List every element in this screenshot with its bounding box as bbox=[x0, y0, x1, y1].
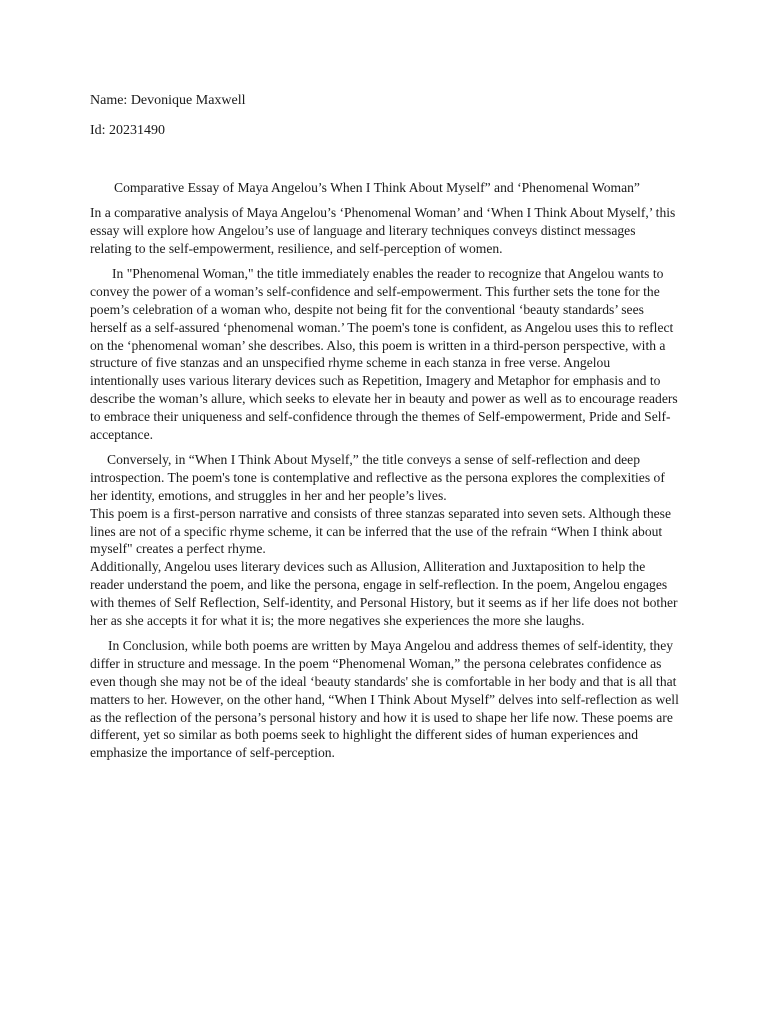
conversely-paragraph: Conversely, in “When I Think About Myself,” the title conveys a sense of self-reflection and deep introspection. The poem's tone is contemplative and reflective as the persona explores the complexities of her identity, emotions, and struggles in her and her people’s lives. bbox=[90, 452, 665, 503]
student-id: Id: 20231490 bbox=[90, 123, 166, 138]
student-name: Name: Devonique Maxwell bbox=[90, 93, 246, 108]
intro-paragraph: In a comparative analysis of Maya Angelou’s ‘Phenomenal Woman’ and ‘When I Think About Myself,’ this essay will explore how Angelou’s use of language and literary techniques conveys distinct messages relating to the self-empowerment, resilience, and self-perception of women. bbox=[90, 205, 676, 256]
phenomenal-woman-paragraph: In "Phenomenal Woman," the title immediately enables the reader to recognize that Angelou wants to convey the power of a woman’s self-confidence and self-empowerment. This further sets the tone for the poem’s celebration of a woman who, despite not being fit for the conventional ‘beauty standards’ sees herself as a self-assured ‘phenomenal woman.’ The poem's tone is confident, as Angelou uses this to reflect on the ‘phenomenal woman’ she describes. Also, this poem is written in a third-person perspective, with a structure of five stanzas and an unspecified rhyme scheme in each stanza in free verse. Angelou intentionally uses various literary devices such as Repetition, Imagery and Metaphor for emphasis and to describe the woman’s allure, which seeks to elevate her in beauty and power as well as to encourage readers to embrace their uniqueness and self-confidence through the themes of Self-empowerment, Pride and Self-acceptance. bbox=[90, 266, 678, 442]
document-body bbox=[90, 92, 680, 762]
additionally-paragraph: Additionally, Angelou uses literary devices such as Allusion, Alliteration and Juxtaposition to help the reader understand the poem, and like the persona, engage in self-reflection. In the poem, Angelou engages with themes of Self Reflection, Self-identity, and Personal History, but it seems as if her life does not bother her as she accepts it for what it is; the more negatives she experiences the more she laughs. bbox=[90, 559, 678, 628]
essay-title: Comparative Essay of Maya Angelou’s When I Think About Myself” and ‘Phenomenal Woman” bbox=[114, 180, 640, 195]
narrative-paragraph: This poem is a first-person narrative and consists of three stanzas separated into seven sets. Although these lines are not of a specific rhyme scheme, it can be inferred that the use of the refrain “When I think about myself" creates a perfect rhyme. bbox=[90, 505, 671, 557]
conclusion-paragraph: In Conclusion, while both poems are written by Maya Angelou and address themes of self-identity, they differ in structure and message. In the poem “Phenomenal Woman,” the persona celebrates confidence as even though she may not be of the ideal ‘beauty standards' she is comfortable in her body and that is all that matters to her. However, on the other hand, “When I Think About Myself” delves into self-reflection as well as the reflection of the persona’s personal history and how it is used to shape her life now. These poems are different, yet so similar as both poems seek to highlight the different sides of human experiences and emphasize the importance of self-perception. bbox=[90, 638, 679, 761]
